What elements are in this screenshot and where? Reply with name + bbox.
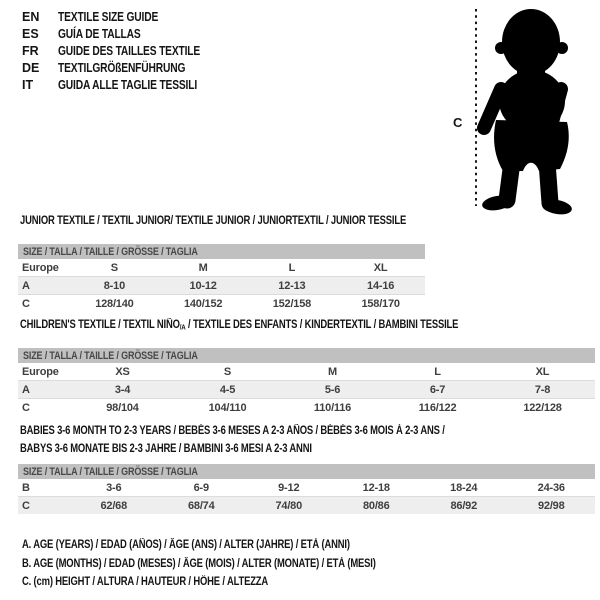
table-row-age-months — [18, 479, 595, 496]
table-row-height — [18, 496, 595, 514]
lang-row-fr — [22, 42, 231, 59]
children-table-title: CHILDREN'S TEXTILE / TEXTIL $NIÑO_{/A}$ / TEXTILE DES ENFANTS / KINDERTEXTIL / BAMBINI TESSILE — [20, 319, 459, 332]
size-value-cell: 152/158 — [272, 297, 312, 310]
size-value-cell: 86/92 — [450, 499, 478, 512]
size-value-cell: S — [110, 261, 118, 274]
lang-title: TEXTILGRÖßENFÜHRUNG — [58, 60, 186, 75]
size-value-cell: 62/68 — [100, 499, 128, 512]
lang-row-en — [22, 8, 231, 25]
size-value-cell: 116/122 — [418, 401, 457, 414]
size-value-cell: XL — [373, 261, 388, 274]
size-value-cell: M — [198, 261, 208, 274]
lang-title: GUÍA DE TALLAS — [58, 26, 141, 41]
table-row-age-years — [18, 380, 595, 398]
size-value-cell: L — [288, 261, 296, 274]
size-value-cell: 74/80 — [275, 499, 303, 512]
lang-row-it — [22, 76, 231, 93]
size-header-bar: SIZE / TALLA / TAILLE / GRÖSSE / TAGLIA — [18, 244, 425, 259]
junior-table-title: JUNIOR TEXTILE / TEXTIL JUNIOR/ TEXTILE JUNIOR / JUNIORTEXTIL / JUNIOR TESSILE — [20, 215, 407, 227]
size-header-bar: SIZE / TALLA / TAILLE / GRÖSSE / TAGLIA — [18, 348, 595, 363]
size-value-cell: 92/98 — [537, 499, 565, 512]
junior-size-table — [18, 244, 425, 312]
size-value-cell: 158/170 — [361, 297, 400, 310]
lang-code: ES — [22, 26, 39, 41]
size-value-cell: M — [328, 365, 337, 378]
size-value-cell: 98/104 — [106, 401, 139, 414]
size-value-cell: L — [434, 365, 441, 378]
lang-title: GUIDE DES TAILLES TEXTILE — [58, 43, 201, 58]
footnote-b: B. AGE (MONTHS) / EDAD (MESES) / ÂGE (MOIS) / ALTER (MONATE) / ETÀ (MESI) — [22, 557, 376, 570]
size-value-cell: XS — [115, 365, 130, 378]
row-label-cell: A — [22, 279, 30, 292]
table-row-height — [18, 398, 595, 416]
size-value-cell: 14-16 — [367, 279, 395, 292]
row-label-cell: C — [22, 499, 30, 512]
size-value-cell: 140/152 — [183, 297, 223, 310]
lang-title: TEXTILE SIZE GUIDE — [58, 9, 159, 24]
size-value-cell: S — [223, 365, 232, 378]
row-label-cell: Europe — [22, 365, 59, 378]
size-value-cell: 4-5 — [219, 383, 236, 396]
size-header-bar: SIZE / TALLA / TAILLE / GRÖSSE / TAGLIA — [18, 464, 595, 479]
legend-footnotes — [22, 536, 453, 592]
lang-code: DE — [22, 60, 40, 75]
size-value-cell: 9-12 — [278, 481, 300, 494]
footnote-a: A. AGE (YEARS) / EDAD (AÑOS) / ÂGE (ANS) / ALTER (JAHRE) / ETÀ (ANNI) — [22, 539, 350, 551]
babies-table-title: BABIES 3-6 MONTH TO 2-3 YEARS / BEBÉS 3-6 MESES A 2-3 AÑOS / BÉBÉS 3-6 MOIS À 2-3 ANS / BABYS 3-6 MONATE BIS 2-3 JAHRE / BAMBINI 3-6 MESI A 2-3 ANNI — [20, 425, 445, 455]
row-label-cell: C — [22, 297, 30, 310]
size-value-cell: 24-36 — [537, 481, 565, 494]
lang-title: GUIDA ALLE TAGLIE TESSILI — [58, 77, 198, 92]
size-value-cell: XL — [535, 365, 550, 378]
size-value-cell: 80/86 — [362, 499, 390, 512]
size-value-cell: 110/116 — [313, 401, 352, 414]
children-size-table — [18, 348, 595, 416]
size-value-cell: 6-9 — [193, 481, 209, 494]
lang-row-de — [22, 59, 231, 76]
baby-silhouette-icon — [481, 9, 573, 216]
size-value-cell: 8-10 — [103, 279, 125, 292]
table-row-europe — [18, 363, 595, 380]
size-value-cell: 7-8 — [534, 383, 551, 396]
figure-height-label: C — [453, 115, 463, 130]
size-value-cell: 6-7 — [429, 383, 446, 396]
nino-a-subscript: /A — [179, 322, 186, 332]
lang-code: FR — [22, 43, 39, 58]
row-label-cell: B — [22, 481, 30, 494]
baby-silhouette-figure — [450, 4, 590, 216]
table-row-height — [18, 294, 425, 312]
size-value-cell: 12-18 — [362, 481, 390, 494]
size-value-cell: 104/110 — [208, 401, 247, 414]
size-value-cell: 10-12 — [189, 279, 217, 292]
table-row-age-years — [18, 276, 425, 294]
size-value-cell: 3-6 — [106, 481, 122, 494]
size-value-cell: 122/128 — [523, 401, 562, 414]
lang-row-es — [22, 25, 231, 42]
size-value-cell: 68/74 — [187, 499, 215, 512]
row-label-cell: C — [22, 401, 30, 414]
lang-code: EN — [22, 9, 40, 24]
table-row-europe — [18, 259, 425, 276]
row-label-cell: Europe — [22, 261, 59, 274]
size-value-cell: 18-24 — [450, 481, 478, 494]
size-value-cell: 3-4 — [114, 383, 131, 396]
lang-code: IT — [22, 77, 34, 92]
size-value-cell: 12-13 — [278, 279, 306, 292]
size-value-cell: 128/140 — [95, 297, 134, 310]
language-title-list — [22, 8, 231, 93]
size-value-cell: 5-6 — [324, 383, 341, 396]
footnote-c: C. (cm) HEIGHT / ALTURA / HAUTEUR / HÖHE / ALTEZZA — [22, 576, 269, 588]
row-label-cell: A — [22, 383, 30, 396]
babies-size-table — [18, 464, 595, 514]
